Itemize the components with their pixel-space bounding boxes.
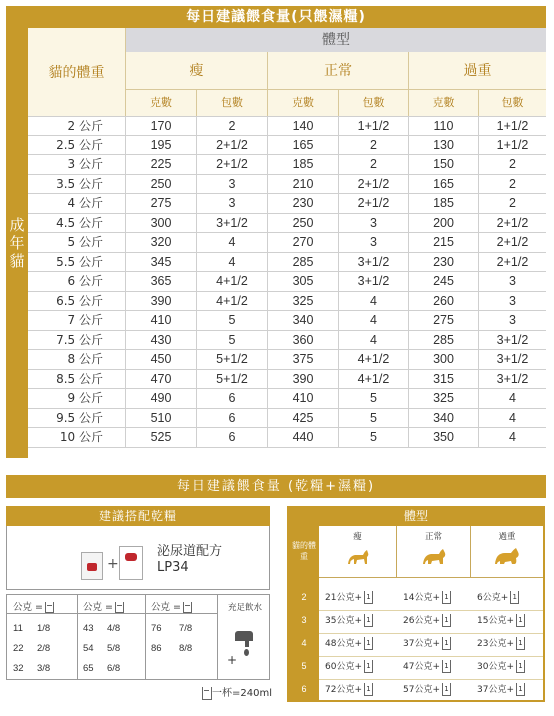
divider [77,595,78,679]
value-cell: 510 [126,409,197,428]
value-cell: 1+1/2 [496,137,529,152]
weight-cell: 2 公斤 [28,117,126,136]
value-cell: 3 [339,214,409,233]
grams-text: 47公克+ [403,662,440,672]
value-cell: 430 [126,331,197,350]
group-normal [397,526,471,578]
value-cell: 1+1/2 [339,117,409,136]
cup-icon: 1 [516,614,525,627]
value-cell: 275 [126,194,197,213]
grams-text: 21公克+ [325,593,362,603]
dry-food-panel [6,506,270,706]
table-row [28,428,546,448]
cup-icon: 1 [364,614,373,627]
value-cell: 2 [339,155,409,174]
side-label-char: 貓 [9,252,25,270]
value-cell: 140 [268,117,339,136]
weight-cell: 7.5 公斤 [28,331,126,350]
cup-icon [202,687,212,700]
water-label: 充足飲水 [227,603,262,613]
table-row [28,194,546,214]
value-cell: 3 [197,194,268,213]
value-cell: 4 [509,391,516,405]
value-cell: 3+1/2 [339,272,409,291]
weight-cell: 4 公斤 [28,194,126,213]
mixed-value [403,659,451,673]
cups-value: 6/8 [107,663,121,674]
group-name: 瘦 [353,532,362,542]
value-cell: 4 [339,311,409,330]
mixed-value [325,682,373,696]
table-row [28,409,546,429]
group-name: 正常 [424,532,442,542]
value-cell: 4+1/2 [339,370,409,389]
dry-food-title: 建議搭配乾糧 [6,506,270,526]
cup-icon: 1 [364,637,373,650]
value-cell: 2 [339,136,409,155]
value-cell: 425 [268,409,339,428]
weight-value: 6 [301,684,307,694]
value-cell: 285 [409,331,479,350]
value-cell: 250 [126,175,197,194]
weight-value: 2 [301,592,307,602]
value-cell: 390 [126,292,197,311]
cup-icon: 1 [364,660,373,673]
grams-cup-header [13,599,54,613]
sub-header-packs: 包數 [197,90,268,116]
cat-weight-header: 貓的體重 [292,541,316,561]
value-cell: 3 [197,175,268,194]
grams-cup-header [151,599,192,613]
value-cell: 365 [126,272,197,291]
value-cell: 150 [409,155,479,174]
value-cell: 5+1/2 [197,370,268,389]
weight-value: 3 [301,615,307,625]
cup-icon: 1 [364,683,373,696]
table-row [28,370,546,390]
sub-header-grams: 克數 [126,90,197,116]
value-cell: 345 [126,253,197,272]
value-cell: 440 [268,428,339,447]
value-cell: 5+1/2 [197,350,268,369]
weight-value: 5 [301,661,307,671]
grams-value: 76 [151,623,162,634]
value-cell: 245 [409,272,479,291]
value-cell: 325 [268,292,339,311]
thin-cat-icon [345,546,371,568]
value-cell: 410 [268,389,339,408]
mixed-food-body [289,526,543,700]
grams-label: 公克 = [83,602,113,613]
cup-icon: 1 [442,591,451,604]
value-cell: 410 [126,311,197,330]
water-drop-icon [244,649,249,656]
cup-icon: 1 [442,660,451,673]
value-cell: 5 [339,389,409,408]
wet-food-table-body [28,28,546,458]
table-row [28,389,546,409]
grams-cup-header [83,599,124,613]
value-cell: 250 [268,214,339,233]
group-overweight-header: 過重 [409,52,546,90]
value-cell: 2+1/2 [197,136,268,155]
weight-cell: 3.5 公斤 [28,175,126,194]
value-cell: 3+1/2 [339,253,409,272]
mixed-value [477,682,525,696]
cups-value: 5/8 [107,643,121,654]
grams-text: 60公克+ [325,662,362,672]
product-box [6,526,270,590]
value-cell: 215 [409,233,479,252]
value-cell: 225 [126,155,197,174]
value-cell: 340 [409,409,479,428]
weight-cell: 10 公斤 [28,428,126,447]
weight-cell: 2.5 公斤 [28,136,126,155]
cup-icon: 1 [516,660,525,673]
dry-food-cup-table [6,594,270,680]
value-cell: 2 [509,176,516,191]
value-cell: 4 [509,410,516,425]
value-cell: 300 [126,214,197,233]
weight-column [289,526,319,700]
value-cell: 285 [268,253,339,272]
grams-text: 23公克+ [477,639,514,649]
cup-icon: 1 [442,637,451,650]
value-cell: 5 [339,428,409,447]
grams-value: 32 [13,663,24,674]
value-cell: 230 [268,194,339,213]
divider [7,613,217,614]
value-cell: 305 [268,272,339,291]
value-cell: 6 [197,409,268,428]
weight-cell: 3 公斤 [28,155,126,174]
mixed-value [325,659,373,673]
grams-text: 57公克+ [403,685,440,695]
value-cell: 360 [268,331,339,350]
grams-text: 14公克+ [403,593,440,603]
value-cell: 4 [339,292,409,311]
mixed-value [325,636,373,650]
value-cell: 165 [409,175,479,194]
value-cell: 3 [509,274,516,288]
value-cell: 390 [268,370,339,389]
value-cell: 270 [268,233,339,252]
grams-text: 37公克+ [403,639,440,649]
grams-value: 86 [151,643,162,654]
mixed-food-table [287,506,545,702]
grams-text: 37公克+ [477,685,514,695]
mixed-value [403,682,451,696]
mixed-value [403,590,451,604]
divider [319,633,543,634]
value-cell: 320 [126,233,197,252]
weight-cell: 7 公斤 [28,311,126,330]
value-cell: 340 [268,311,339,330]
grams-value: 65 [83,663,94,674]
grams-value: 54 [83,643,94,654]
value-cell: 3 [509,313,516,327]
value-cell: 110 [409,117,479,136]
cup-icon: 1 [442,683,451,696]
cup-icon [115,602,124,613]
wet-food-rows [28,116,546,448]
group-overweight [471,526,543,578]
sub-header-packs: 包數 [479,90,546,116]
cups-value: 8/8 [179,643,193,654]
mixed-value [403,636,451,650]
value-cell: 165 [268,136,339,155]
mixed-value [325,590,373,604]
table-row [28,175,546,195]
table-row [28,311,546,331]
value-cell: 3+1/2 [197,214,268,233]
weight-cell: 9 公斤 [28,389,126,408]
cup-icon: 1 [442,614,451,627]
side-label-char: 年 [9,234,25,252]
weight-cell: 8.5 公斤 [28,370,126,389]
table-row [28,350,546,370]
sub-header-grams: 克數 [409,90,479,116]
weight-cell: 6.5 公斤 [28,292,126,311]
mixed-food-title: 每日建議餵食量 (乾糧+濕糧) [6,475,546,498]
grams-text: 6公克+ [477,593,509,603]
weight-value: 4 [301,638,307,648]
body-type-header: 體型 [126,28,546,52]
mixed-value [477,636,525,650]
value-cell: 5 [339,409,409,428]
value-cell: 2 [509,196,516,210]
grams-text: 35公克+ [325,616,362,626]
value-cell: 6 [197,428,268,447]
mixed-value [477,659,525,673]
weight-cell: 6 公斤 [28,272,126,291]
value-cell: 3+1/2 [496,352,529,366]
cat-weight-header: 貓的體重 [28,28,126,116]
value-cell: 3 [509,293,516,308]
table-row [28,214,546,234]
cup-icon: 1 [364,591,373,604]
grams-text: 15公克+ [477,616,514,626]
divider [319,610,543,611]
cups-value: 1/8 [37,623,51,634]
divider [319,679,543,680]
table-row [28,331,546,351]
mixed-value [403,613,451,627]
grams-text: 48公克+ [325,639,362,649]
plus-sign: + [107,556,119,572]
cup-note-text: 一杯=240ml [212,688,272,699]
faucet-icon [235,631,253,641]
wet-food-table [6,6,546,458]
value-cell: 525 [126,428,197,447]
value-cell: 2 [509,157,516,171]
body-type-header: 體型 [403,509,428,523]
cup-icon [183,602,192,613]
weight-cell: 5.5 公斤 [28,253,126,272]
value-cell: 450 [126,350,197,369]
grams-label: 公克 = [13,602,43,613]
value-cell: 3+1/2 [496,371,529,386]
value-cell: 4 [339,331,409,350]
value-cell: 4+1/2 [197,292,268,311]
cups-value: 7/8 [179,623,193,634]
value-cell: 185 [409,194,479,213]
cup-icon: 1 [516,637,525,650]
adult-cat-label [6,28,28,458]
value-cell: 2+1/2 [496,235,529,249]
weight-cell: 5 公斤 [28,233,126,252]
grams-text: 72公克+ [325,685,362,695]
dry-food-bag-icon [119,546,143,580]
grams-value: 43 [83,623,94,634]
cup-note [200,684,272,700]
mixed-value [325,613,373,627]
value-cell: 5 [197,331,268,350]
value-cell: 3 [339,233,409,252]
wet-food-title: 每日建議餵食量(只餵濕糧) [186,9,366,25]
weight-cell: 9.5 公斤 [28,409,126,428]
group-name: 過重 [498,532,516,542]
grams-text: 30公克+ [477,662,514,672]
value-cell: 3+1/2 [496,332,529,347]
cups-value: 4/8 [107,623,121,634]
value-cell: 300 [409,350,479,369]
value-cell: 4+1/2 [339,350,409,369]
mixed-value [477,613,525,627]
table-row [28,272,546,292]
value-cell: 4 [509,430,516,444]
value-cell: 210 [268,175,339,194]
side-label-char: 成 [9,216,25,234]
grams-text: 26公克+ [403,616,440,626]
cup-icon: 1 [516,683,525,696]
grams-value: 11 [13,623,23,634]
value-cell: 470 [126,370,197,389]
group-normal-header: 正常 [268,52,409,90]
sub-header-packs: 包數 [339,90,409,116]
value-cell: 375 [268,350,339,369]
value-cell: 2+1/2 [496,254,529,269]
table-row [28,233,546,253]
value-cell: 2+1/2 [496,215,529,230]
value-cell: 185 [268,155,339,174]
value-cell: 1+1/2 [496,119,529,133]
divider [319,656,543,657]
value-cell: 315 [409,370,479,389]
product-name: 泌尿道配方 [157,544,223,559]
value-cell: 325 [409,389,479,408]
value-cell: 200 [409,214,479,233]
divider [145,595,146,679]
value-cell: 4 [197,253,268,272]
value-cell: 350 [409,428,479,447]
value-cell: 130 [409,136,479,155]
group-thin-header: 瘦 [126,52,268,90]
group-thin [319,526,397,578]
sub-header-grams: 克數 [268,90,339,116]
value-cell: 2 [197,117,268,136]
value-cell: 4 [197,233,268,252]
weight-cell: 4.5 公斤 [28,214,126,233]
value-cell: 260 [409,292,479,311]
value-cell: 490 [126,389,197,408]
cup-icon [45,602,54,613]
wet-pouch-icon [81,552,103,580]
product-code: LP34 [157,560,189,575]
table-row [28,292,546,312]
grams-label: 公克 = [151,602,181,613]
divider [217,595,218,679]
value-cell: 5 [197,311,268,330]
cups-value: 3/8 [37,663,51,674]
table-row [28,253,546,273]
grams-value: 22 [13,643,24,654]
value-cell: 4+1/2 [197,272,268,291]
overweight-cat-icon [494,546,520,568]
value-cell: 195 [126,136,197,155]
value-cell: 6 [197,389,268,408]
table-row [28,116,546,136]
table-row [28,155,546,175]
value-cell: 2+1/2 [339,175,409,194]
table-row [28,136,546,156]
mixed-value [477,590,519,604]
value-cell: 275 [409,311,479,330]
value-cell: 2+1/2 [197,155,268,174]
value-cell: 170 [126,117,197,136]
plus-sign: + [227,653,238,667]
normal-cat-icon [421,546,447,568]
value-cell: 2+1/2 [339,194,409,213]
cup-icon: 1 [510,591,519,604]
value-cell: 230 [409,253,479,272]
cups-value: 2/8 [37,643,51,654]
weight-cell: 8 公斤 [28,350,126,369]
